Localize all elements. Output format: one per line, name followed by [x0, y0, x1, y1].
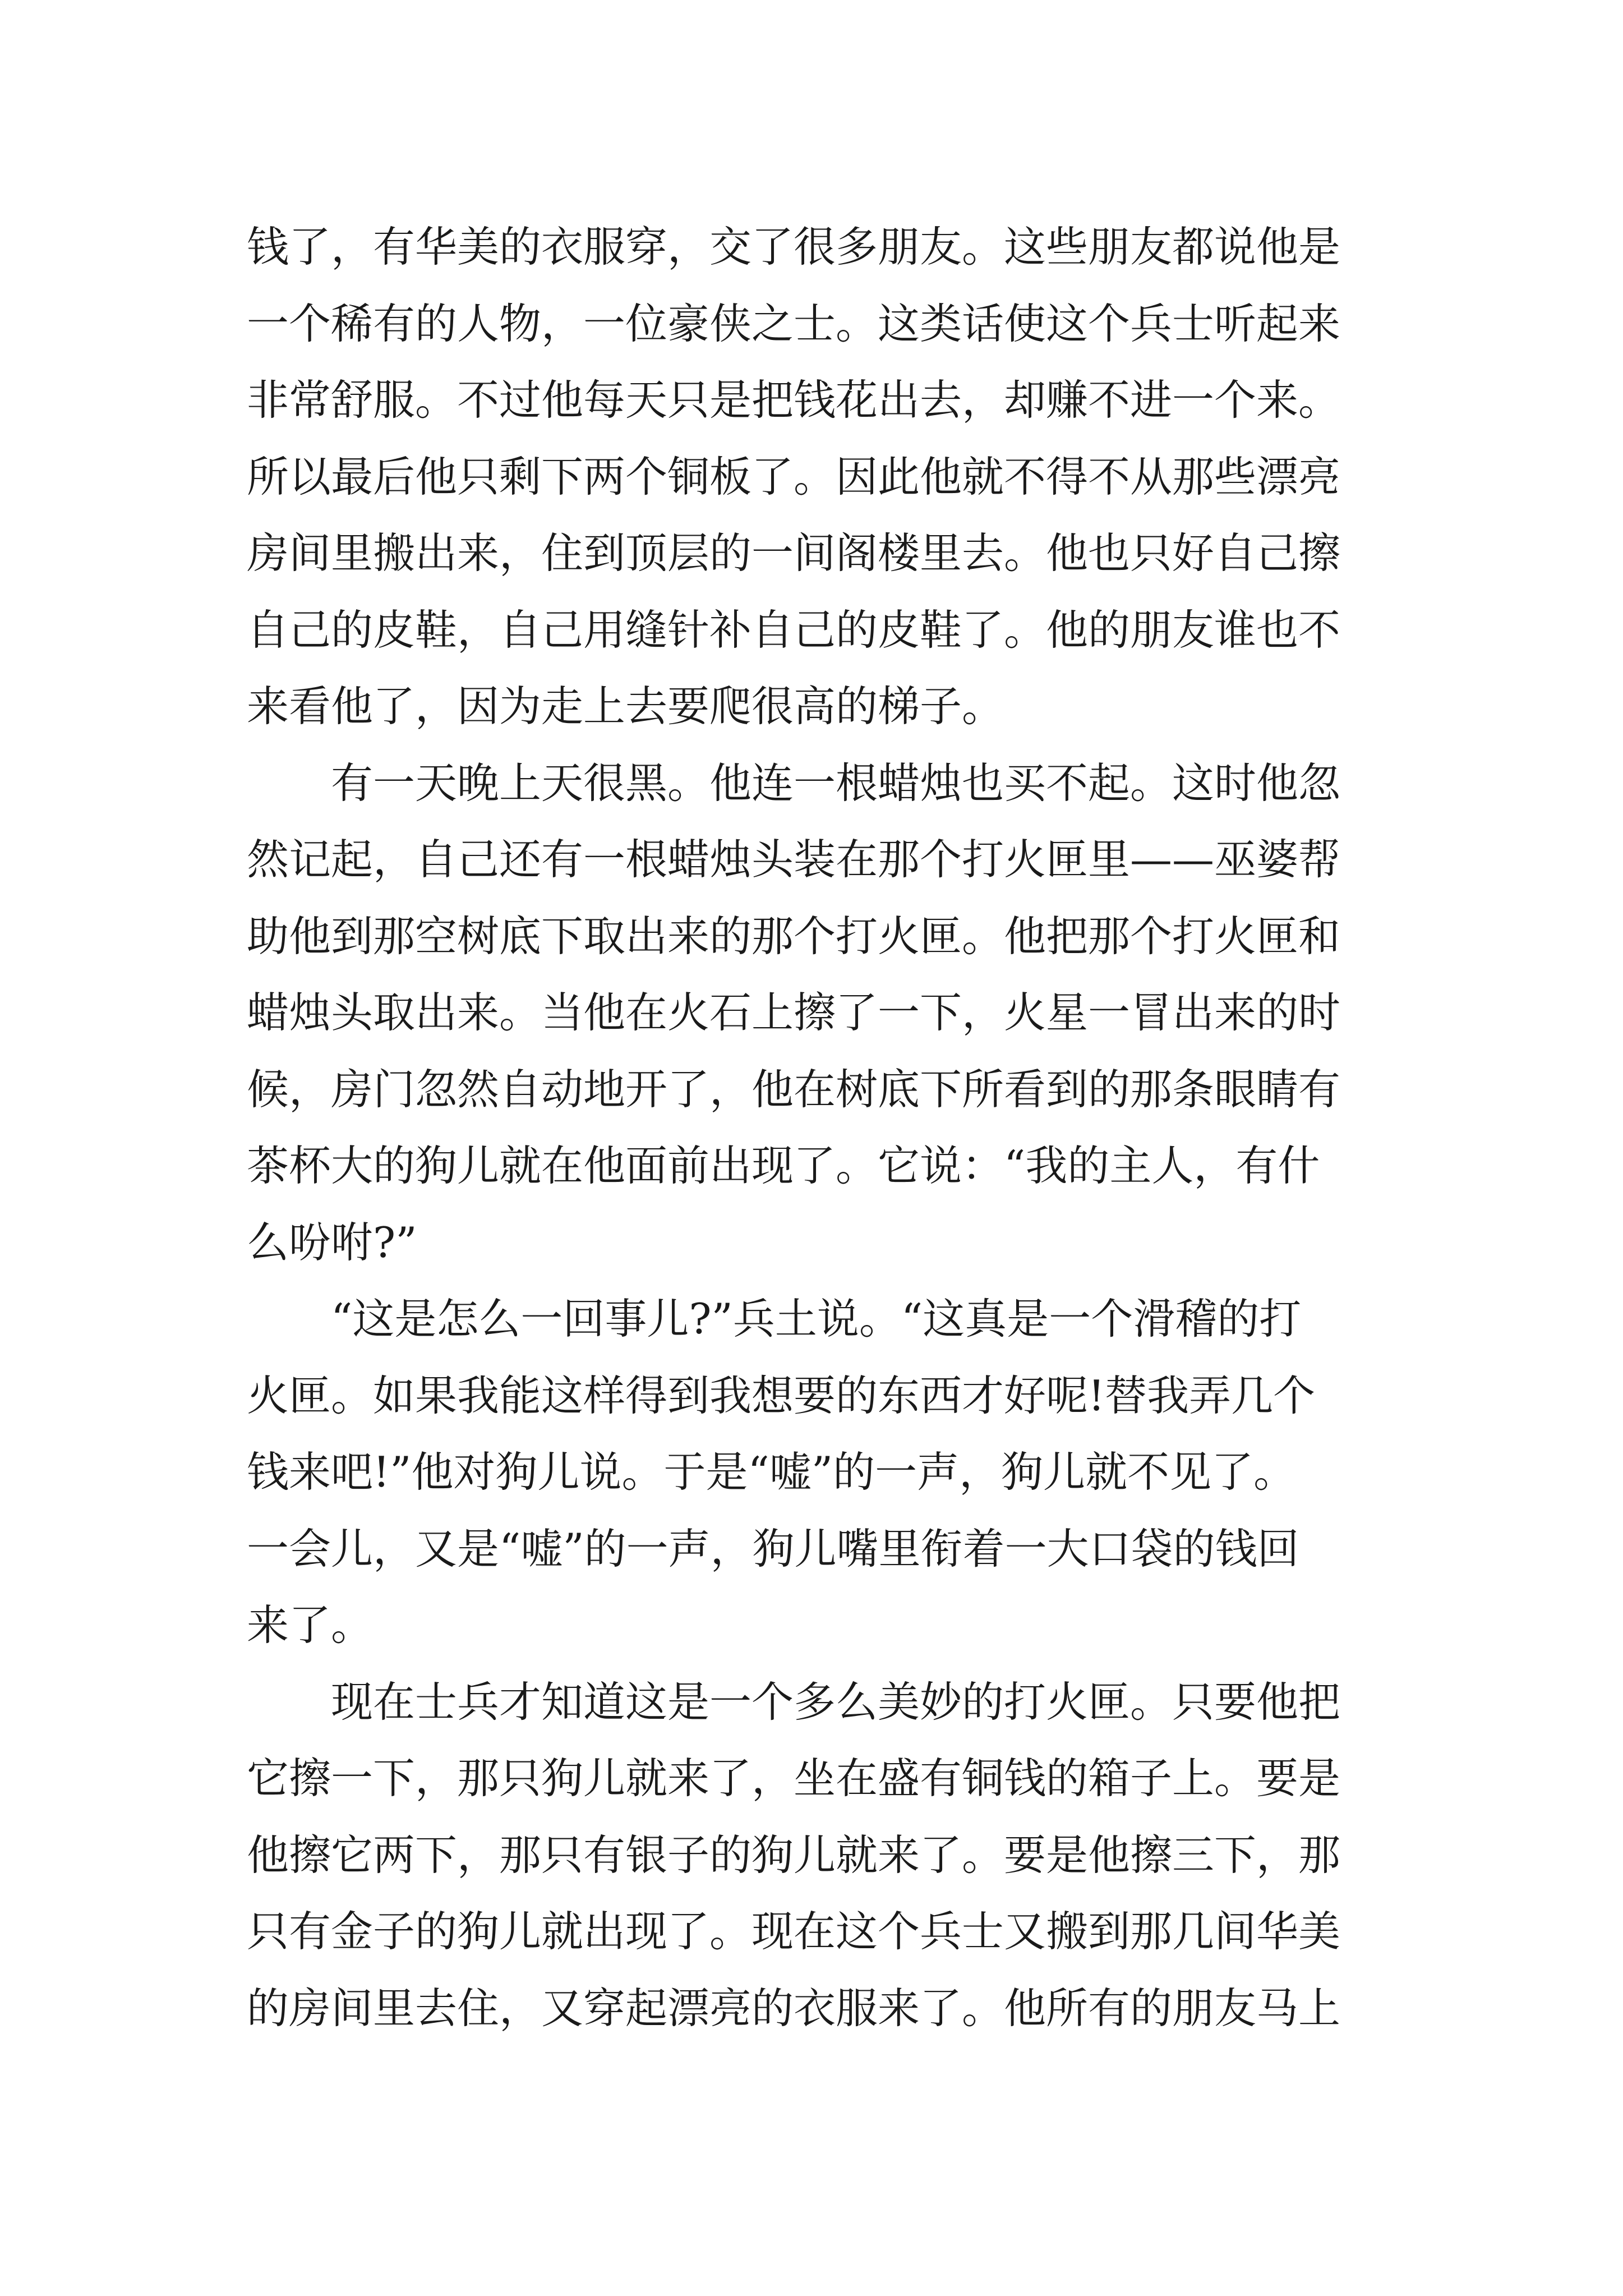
text-line: 么吩咐?” — [247, 1217, 417, 1267]
text-line: 现在士兵才知道这是一个多么美妙的打火匣。只要他把 — [331, 1677, 1341, 1727]
text-line: 钱了，有华美的衣服穿，交了很多朋友。这些朋友都说他是 — [247, 222, 1341, 272]
text-line: 蜡烛头取出来。当他在火石上擦了一下，火星一冒出来的时 — [247, 988, 1341, 1037]
text-line: 的房间里去住，又穿起漂亮的衣服来了。他所有的朋友马上 — [247, 1983, 1341, 2033]
text-line: 房间里搬出来，住到顶层的一间阁楼里去。他也只好自己擦 — [247, 528, 1341, 578]
text-line: 非常舒服。不过他每天只是把钱花出去，却赚不进一个来。 — [247, 375, 1341, 425]
text-line: 来看他了，因为走上去要爬很高的梯子。 — [247, 682, 1004, 731]
text-line: 一个稀有的人物，一位豪侠之士。这类话使这个兵士听起来 — [247, 298, 1341, 348]
text-line: 茶杯大的狗儿就在他面前出现了。它说：“我的主人，有什 — [247, 1141, 1320, 1190]
text-line: 所以最后他只剩下两个铜板了。因此他就不得不从那些漂亮 — [247, 452, 1341, 501]
text-line: 候，房门忽然自动地开了，他在树底下所看到的那条眼睛有 — [247, 1064, 1341, 1114]
text-line: 来了。 — [247, 1600, 374, 1650]
text-line: 只有金子的狗儿就出现了。现在这个兵士又搬到那几间华美 — [247, 1907, 1341, 1956]
text-line: 火匣。如果我能这样得到我想要的东西才好呢!替我弄几个 — [247, 1370, 1316, 1420]
body-text — [247, 209, 1391, 2046]
text-line: “这是怎么一回事儿?”兵土说。“这真是一个滑稽的打 — [331, 1294, 1302, 1343]
text-line: 助他到那空树底下取出来的那个打火匣。他把那个打火匣和 — [247, 911, 1341, 961]
text-line: 它擦一下，那只狗儿就来了，坐在盛有铜钱的箱子上。要是 — [247, 1754, 1341, 1803]
text-line: 他擦它两下，那只有银子的狗儿就来了。要是他擦三下，那 — [247, 1830, 1341, 1880]
text-line: 一会儿，又是“嘘”的一声，狗儿嘴里衔着一大口袋的钱回 — [247, 1524, 1299, 1573]
text-line: 有一天晚上天很黑。他连一根蜡烛也买不起。这时他忽 — [331, 758, 1341, 808]
text-line: 钱来吧!”他对狗儿说。于是“嘘”的一声，狗儿就不见了。 — [247, 1447, 1296, 1497]
text-line: 自己的皮鞋，自己用缝针补自己的皮鞋了。他的朋友谁也不 — [247, 605, 1341, 655]
text-line: 然记起，自己还有一根蜡烛头装在那个打火匣里——巫婆帮 — [247, 835, 1341, 884]
